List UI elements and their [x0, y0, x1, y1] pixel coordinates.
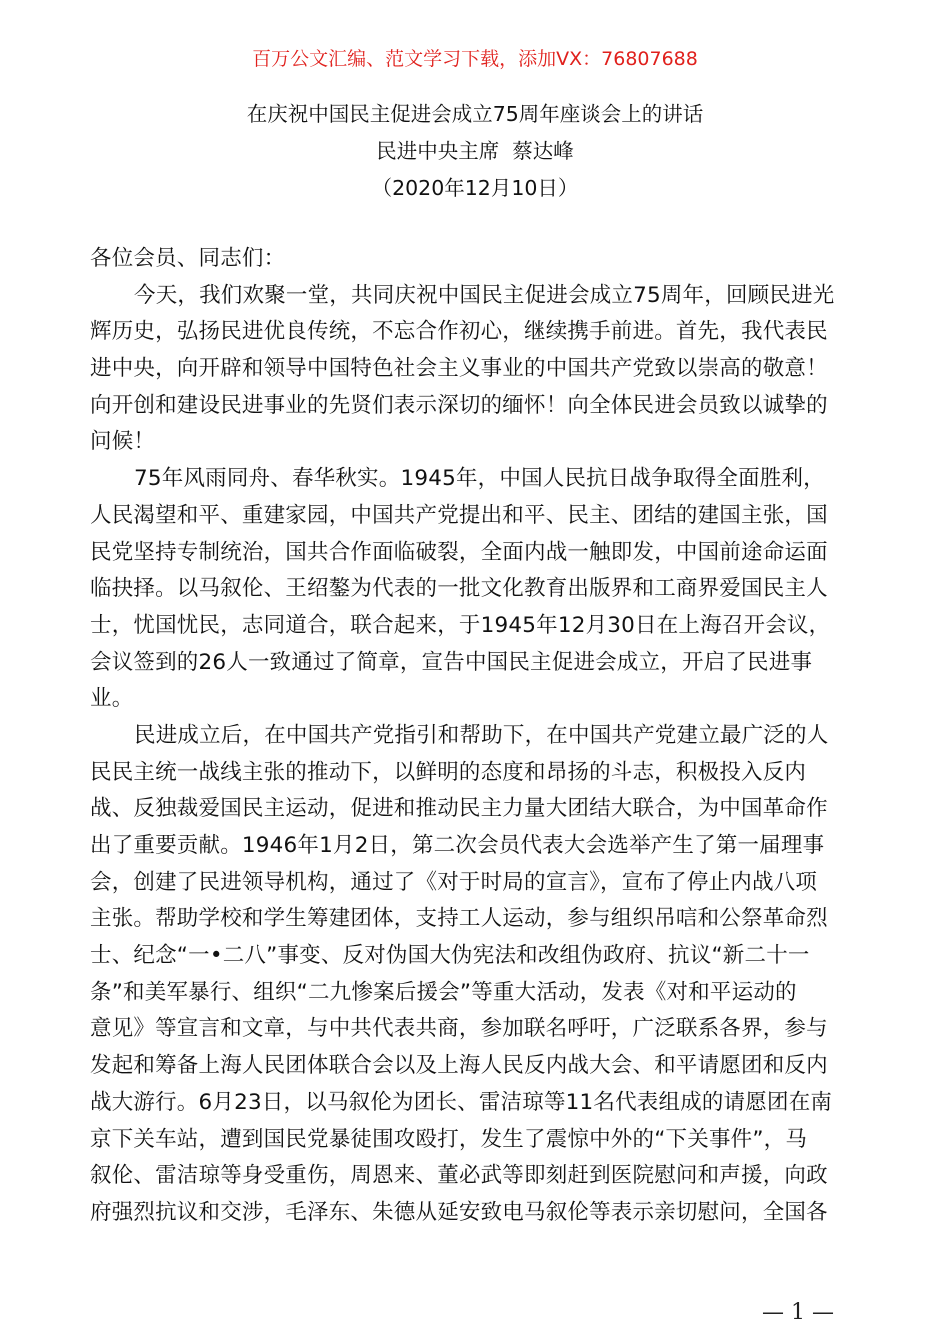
document-header [0, 96, 950, 207]
paragraph-line: 人民渴望和平、重建家园，中国共产党提出和平、民主、团结的建国主张，国 [90, 502, 828, 528]
paragraph-line: 叙伦、雷洁琼等身受重伤，周恩来、董必武等即刻赶到医院慰问和声援，向政 [90, 1163, 828, 1189]
speaker-line: 民进中央主席 蔡达峰 [376, 139, 574, 163]
paragraph-line: 临抉择。以马叙伦、王绍鏊为代表的一批文化教育出版界和工商界爱国民主人 [90, 576, 828, 602]
paragraph-line: 府强烈抗议和交涉，毛泽东、朱德从延安致电马叙伦等表示亲切慰问，全国各 [90, 1199, 828, 1225]
speech-date: （2020年12月10日） [371, 176, 579, 200]
paragraph-line: 主张。帮助学校和学生筹建团体，支持工人运动，参与组织吊唁和公祭革命烈 [90, 906, 828, 932]
paragraph-line: 发起和筹备上海人民团体联合会以及上海人民反内战大会、和平请愿团和反内 [90, 1053, 828, 1079]
paragraph-line: 会，创建了民进领导机构，通过了《对于时局的宣言》，宣布了停止内战八项 [90, 869, 818, 895]
paragraph-line: 进中央，向开辟和领导中国特色社会主义事业的中国共产党致以崇高的敬意！ [90, 356, 828, 382]
paragraph-line: 出了重要贡献。1946年1月2日，第二次会员代表大会选举产生了第一届理事 [90, 833, 825, 858]
paragraph-line: 战大游行。6月23日，以马叙伦为团长、雷洁琼等11名代表组成的请愿团在南 [90, 1089, 833, 1115]
paragraph-line: 75年风雨同舟、春华秋实。1945年，中国人民抗日战争取得全面胜利， [134, 466, 825, 492]
document-body [90, 241, 860, 1232]
document-title: 在庆祝中国民主促进会成立75周年座谈会上的讲话 [246, 102, 704, 126]
paragraph-line: 今天，我们欢聚一堂，共同庆祝中国民主促进会成立75周年，回顾民进光 [134, 282, 835, 308]
page-number: — 1 — [762, 1300, 834, 1325]
paragraph-line: 京下关车站，遭到国民党暴徒围攻殴打，发生了震惊中外的“下关事件”，马 [90, 1126, 808, 1152]
paragraph-line: 会议签到的26人一致通过了简章，宣告中国民主促进会成立，开启了民进事 [90, 649, 813, 675]
paragraph-line: 士、纪念“一•二八”事变、反对伪国大伪宪法和改组伪政府、抗议“新二十一 [90, 943, 810, 969]
paragraph-line: 民民主统一战线主张的推动下，以鲜明的态度和昂扬的斗志，积极投入反内 [90, 759, 807, 785]
paragraph-line: 向开创和建设民进事业的先贤们表示深切的缅怀！向全体民进会员致以诚挚的 [90, 392, 828, 418]
paragraph-line: 民党坚持专制统治，国共合作面临破裂，全面内战一触即发，中国前途命运面 [90, 539, 828, 565]
paragraph-line: 民进成立后，在中国共产党指引和帮助下，在中国共产党建立最广泛的人 [134, 722, 829, 748]
salutation: 各位会员、同志们： [90, 246, 286, 271]
paragraph-line: 意见》等宣言和文章，与中共代表共商，参加联名呼吁，广泛联系各界，参与 [90, 1016, 828, 1042]
paragraph-2 [90, 461, 860, 718]
paragraph-line: 战、反独裁爱国民主运动，促进和推动民主力量大团结大联合，为中国革命作 [90, 796, 828, 822]
paragraph-line: 业。 [90, 686, 134, 712]
watermark-banner: 百万公文汇编、范文学习下载，添加VX：76807688 [252, 48, 698, 70]
paragraph-line: 辉历史，弘扬民进优良传统，不忘合作初心，继续携手前进。首先，我代表民 [90, 319, 828, 345]
paragraph-line: 问候！ [90, 429, 156, 455]
paragraph-1 [90, 278, 860, 461]
paragraph-line: 士，忧国忧民，志同道合，联合起来，于1945年12月30日在上海召开会议， [90, 612, 831, 638]
paragraph-line: 条”和美军暴行、组织“二九惨案后援会”等重大活动，发表《对和平运动的 [90, 979, 797, 1005]
paragraph-3 [90, 718, 860, 1232]
